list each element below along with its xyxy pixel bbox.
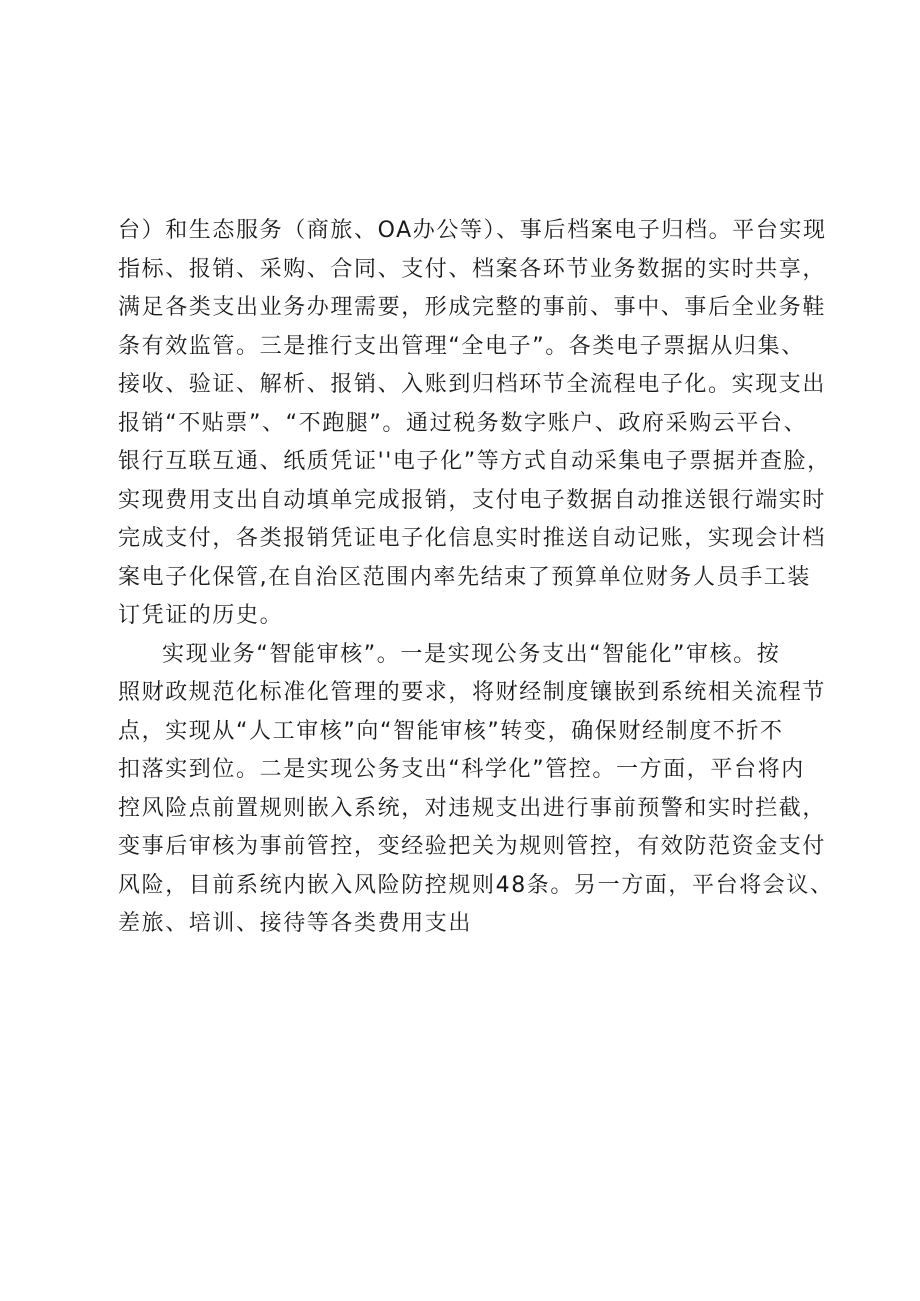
text-line-first: 实现业务“智能审核”。一是实现公务支出“智能化”审核。按 (162, 641, 781, 667)
text-line: 实现费用支出自动填单完成报销，支付电子数据自动推送银行端实时 (118, 487, 827, 513)
text-line: 接收、验证、解析、报销、入账到归档环节全流程电子化。实现支出 (118, 372, 827, 397)
text-line: 满足各类支出业务办理需要，形成完整的事前、事中、事后全业务鞋 (118, 295, 827, 320)
text-line: 控风险点前置规则嵌入系统，对违规支出进行事前预警和实时拦截， (118, 795, 827, 821)
text-line: 完成支付，各类报销凭证电子化信息实时推送自动记账，实现会计档 (118, 526, 827, 551)
document-body (118, 212, 838, 944)
text-line: 银行互联互通、纸质凭证''电子化”等方式自动采集电子票据并查脸， (118, 449, 831, 474)
text-line: 扣落实到位。二是实现公务支出“科学化”管控。一方面，平台将内 (118, 757, 805, 782)
paragraph-expense-platform (118, 212, 838, 636)
text-line: 风险，目前系统内嵌入风险防控规则48条。另一方面，平台将会议、 (118, 872, 834, 898)
text-line: 订凭证的历史。 (118, 603, 284, 628)
text-line: 报销“不贴票”、“不跑腿”。通过税务数字账户、政府采购云平台、 (118, 410, 808, 436)
text-line: 照财政规范化标准化管理的要求，将财经制度镶嵌到系统相关流程节 (118, 680, 827, 705)
text-line: 条有效监管。三是推行支出管理“全电子”。各类电子票据从归集、 (118, 333, 805, 359)
text-line: 点，实现从“人工审核”向“智能审核”转变，确保财经制度不折不 (118, 718, 784, 744)
paragraph-smart-review (118, 636, 838, 944)
text-line: 变事后审核为事前管控，变经验把关为规则管控，有效防范资金支付 (118, 834, 827, 859)
text-line: 差旅、培训、接待等各类费用支出 (118, 911, 473, 936)
text-line: 指标、报销、采购、合同、支付、档案各环节业务数据的实时共享， (118, 256, 827, 282)
text-line: 案电子化保管,在自治区范围内率先结束了预算单位财务人员手工装 (118, 564, 811, 590)
text-line: 台）和生态服务（商旅、OA办公等）、事后档案电子归档。平台实现 (118, 218, 827, 243)
